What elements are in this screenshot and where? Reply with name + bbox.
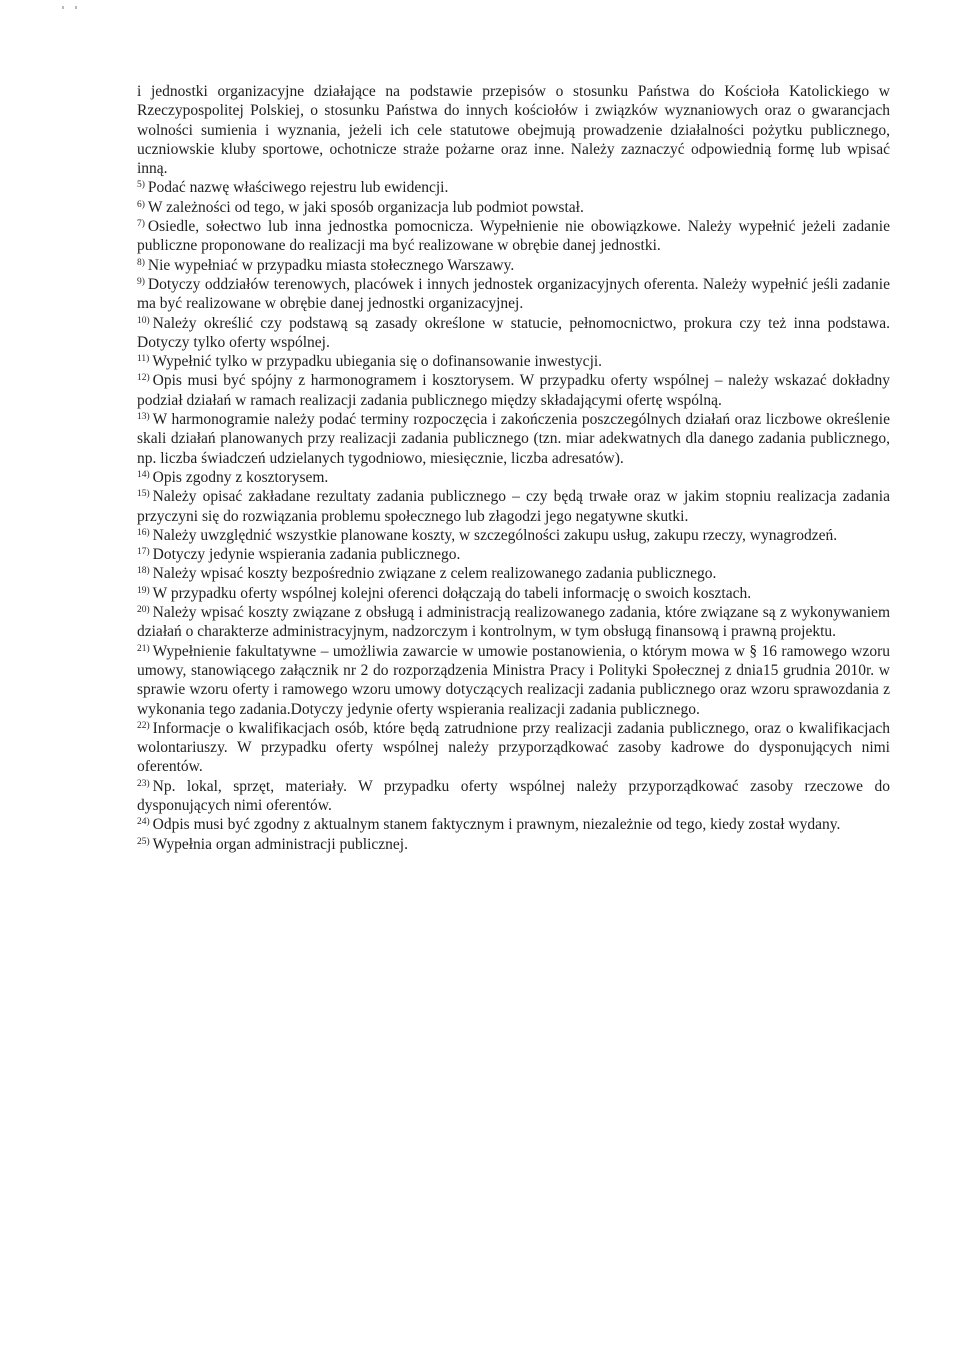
footnote-text: Odpis musi być zgodny z aktualnym stanem faktycznym i prawnym, niezależnie od tego, kiedy został wydany. [152,816,841,834]
footnote-text: Należy wpisać koszty bezpośrednio związane z celem realizowanego zadania publicznego. [152,565,717,583]
footnotes-section [137,82,890,854]
footnote-marker: 17) [137,547,150,558]
footnote-marker: 23) [137,778,150,789]
footnote-22 [137,719,890,777]
footnote-7 [137,217,890,256]
footnote-text: Opis musi być spójny z harmonogramem i kosztorysem. W przypadku oferty wspólnej – należy wskazać dokładny podział działań w ramach realizacji zadania publicznego między składającymi ofertę wspólną. [137,372,890,409]
footnote-marker: 15) [137,489,150,500]
footnote-marker: 5) [137,180,145,191]
footnote-text: Należy wpisać koszty związane z obsługą i administracją realizowanego zadania, które związane są z wykonywaniem działań o charakterze administracyjnym, nadzorczym i kontrolnym, w tym obsługą finansową i prawną projektu. [137,604,890,641]
footnote-marker: 14) [137,469,150,480]
footnote-text: Należy opisać zakładane rezultaty zadania publicznego – czy będą trwałe oraz w jakim stopniu realizacja zadania przyczyni się do rozwiązania problemu społecznego lub złagodzi jego negatywne skutki. [137,488,890,525]
footnote-13 [137,410,890,468]
footnote-text: Wypełnia organ administracji publicznej. [152,835,408,853]
footnote-8 [137,256,890,275]
footnote-9 [137,275,890,314]
footnote-23 [137,777,890,816]
footnote-marker: 21) [137,643,150,654]
footnote-marker: 24) [137,817,150,828]
footnote-text: W zależności od tego, w jaki sposób organizacja lub podmiot powstał. [147,198,584,216]
footnote-marker: 13) [137,412,150,423]
footnote-marker: 11) [137,354,150,365]
footnote-25 [137,835,890,854]
footnote-marker: 18) [137,566,150,577]
footnote-text: Informacje o kwalifikacjach osób, które będą zatrudnione przy realizacji zadania publicznego, oraz o kwalifikacjach wolontariuszy. W przypadku oferty wspólnej należy przyporządkować zasoby kadrowe do dysponujących nimi oferentów. [137,719,890,776]
footnote-5 [137,178,890,197]
footnote-11 [137,352,890,371]
footnote-12 [137,371,890,410]
footnote-17 [137,545,890,564]
intro-paragraph: i jednostki organizacyjne działające na podstawie przepisów o stosunku Państwa do Kościoła Katolickiego w Rzeczypospolitej Polskiej, o stosunku Państwa do innych kościołów i związków wyznaniowych oraz o gwarancjach wolności sumienia i wyznania, jeżeli ich cele statutowe obejmują prowadzenie działalności pożytku publicznego, uczniowskie kluby sportowe, ochotnicze straże pożarne oraz inne. Należy zaznaczyć odpowiednią formę lub wpisać inną. [137,83,890,178]
footnote-20 [137,603,890,642]
footnote-marker: 8) [137,257,145,268]
scan-speck [62,6,64,9]
footnote-marker: 12) [137,373,150,384]
footnote-text: Opis zgodny z kosztorysem. [152,468,329,486]
footnote-text: W harmonogramie należy podać terminy rozpoczęcia i zakończenia poszczególnych działań oraz liczbowe określenie skali działań planowanych przy realizacji zadania publicznego (tzn. miar adekwatnych dla danego zadania publicznego, np. liczba świadczeń udzielanych tygodniowo, miesięcznie, liczba adresatów). [137,411,890,467]
footnote-18 [137,564,890,583]
footnote-text: Podać nazwę właściwego rejestru lub ewidencji. [147,179,449,197]
footnote-text: Należy uwzględnić wszystkie planowane koszty, w szczególności zakupu usług, zakupu rzeczy, wynagrodzeń. [152,526,838,544]
footnote-text: Wypełnienie fakultatywne – umożliwia zawarcie w umowie postanowienia, o którym mowa w § 16 ramowego wzoru umowy, stanowiącego załącznik nr 2 do rozporządzenia Ministra Pracy i Polityki Społecznej z dnia15 grudnia 2010r. w sprawie wzoru oferty i ramowego wzoru umowy dotyczących realizacji zadania publicznego oraz wzoru sprawozdania z wykonania tego zadania.Dotyczy jedynie oferty wspierania realizacji zadania publicznego. [137,642,890,718]
footnote-16 [137,526,890,545]
footnote-text: Należy określić czy podstawą są zasady określone w statucie, pełnomocnictwo, prokura czy też inna podstawa. Dotyczy tylko oferty wspólnej. [137,314,890,351]
footnote-marker: 6) [137,199,145,210]
footnote-text: Dotyczy jedynie wspierania zadania publicznego. [152,546,461,564]
footnote-text: Np. lokal, sprzęt, materiały. W przypadku oferty wspólnej należy przyporządkować zasoby rzeczowe do dysponujących nimi oferentów. [137,777,890,814]
scan-speck [75,6,77,9]
footnote-6 [137,198,890,217]
footnote-marker: 25) [137,836,150,847]
footnote-14 [137,468,890,487]
footnote-10 [137,314,890,353]
footnote-text: Nie wypełniać w przypadku miasta stołecznego Warszawy. [147,256,515,274]
footnote-21 [137,642,890,719]
footnote-marker: 9) [137,276,145,287]
footnote-19 [137,584,890,603]
footnote-marker: 19) [137,585,150,596]
footnote-15 [137,487,890,526]
footnote-24 [137,815,890,834]
footnote-text: Wypełnić tylko w przypadku ubiegania się o dofinansowanie inwestycji. [152,353,603,371]
footnote-marker: 22) [137,720,150,731]
footnote-text: Osiedle, sołectwo lub inna jednostka pomocnicza. Wypełnienie nie obowiązkowe. Należy wypełnić jeżeli zadanie publiczne proponowane do realizacji ma być realizowane w obrębie danej jednostki. [137,218,890,255]
footnote-marker: 16) [137,527,150,538]
footnote-marker: 20) [137,605,150,616]
footnote-marker: 7) [137,219,145,230]
footnote-text: Dotyczy oddziałów terenowych, placówek i innych jednostek organizacyjnych oferenta. Należy wypełnić jeśli zadanie ma być realizowane w obrębie danej jednostki organizacyjnej. [137,275,890,313]
footnote-text: W przypadku oferty wspólnej kolejni oferenci dołączają do tabeli informację o swoich kosztach. [152,584,752,602]
footnote-marker: 10) [137,315,150,326]
